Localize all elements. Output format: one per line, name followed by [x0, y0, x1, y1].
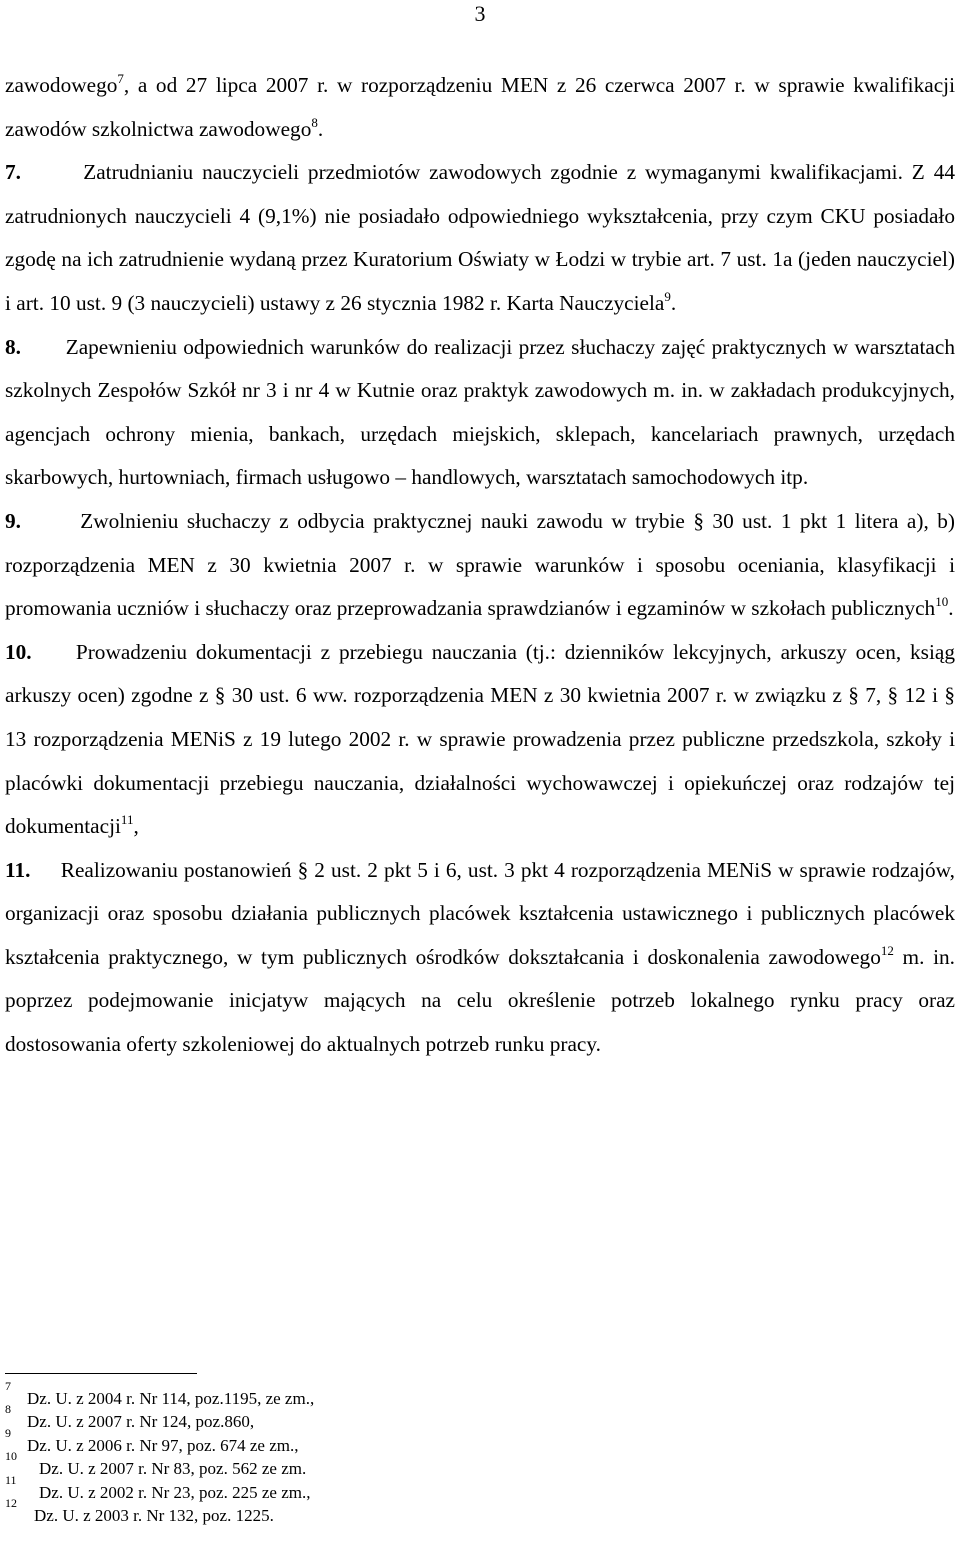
- item-number: 8.: [5, 334, 21, 359]
- item-text: Zatrudnianiu nauczycieli przedmiotów zawodowych zgodnie z wymaganymi kwalifikacjami. Z 44 zatrudnionych nauczycieli 4 (9,1%) nie posiadało odpowiedniego wykształcenia, przy czym CKU posiadało zgodę na ich zatrudnienie wydaną przez Kuratorium Oświaty w Łodzi w trybie art. 7 ust. 1a (jeden nauczyciel) i art. 10 ust. 9 (3 nauczycieli) ustawy z 26 stycznia 1982 r. Karta Nauczyciela: [5, 160, 955, 315]
- intro-text-1: zawodowego: [5, 73, 118, 97]
- footnote-ref-10[interactable]: 10: [935, 594, 949, 610]
- item-text: Realizowaniu postanowień § 2 ust. 2 pkt 5 i 6, ust. 3 pkt 4 rozporządzenia MENiS w sprawie rodzajów, organizacji oraz sposobu działania publicznych placówek kształcenia ustawicznego i publicznych placówek kształcenia praktycznego, w tym publicznych ośrodków dokształcania i doskonalenia zawodowego: [5, 857, 956, 969]
- footnote-number: 11: [5, 1472, 17, 1487]
- footnote-9: [5, 1425, 705, 1455]
- footnote-7: [5, 1379, 705, 1408]
- footnote-text: Dz. U. z 2006 r. Nr 97, poz. 674 ze zm.,: [27, 1435, 299, 1455]
- item-end: .: [948, 596, 954, 621]
- footnote-ref-8[interactable]: 8: [311, 114, 318, 130]
- footnote-number: 9: [5, 1425, 11, 1440]
- item-text: Zwolnieniu słuchaczy z odbycia praktycznej nauki zawodu w trybie § 30 ust. 1 pkt 1 litera a), b) rozporządzenia MEN z 30 kwietnia 2007 r. w sprawie warunków i sposobu oceniania, klasyfikacji i promowania uczniów i słuchaczy oraz przeprowadzania sprawdzianów i egzaminów w szkołach publicznych: [5, 508, 955, 621]
- list-item-7: [5, 151, 955, 325]
- item-number: 7.: [5, 160, 21, 185]
- page-number: 3: [474, 1, 486, 26]
- intro-text-2: , a od 27 lipca 2007 r. w rozporządzeniu MEN z 26 czerwca 2007 r. w sprawie kwalifikacji zawodów szkolnictwa zawodowego: [5, 73, 955, 141]
- footnote-text: Dz. U. z 2002 r. Nr 23, poz. 225 ze zm.,: [39, 1482, 311, 1502]
- item-end: m. in. poprzez podejmowanie inicjatyw mających na celu określenie potrzeb lokalnego rynku pracy oraz dostosowania oferty szkoleniowej do aktualnych potrzeb runku pracy.: [5, 944, 955, 1057]
- item-end: ,: [133, 814, 139, 839]
- footnotes: [5, 1379, 705, 1525]
- footnote-ref-7[interactable]: 7: [117, 71, 124, 86]
- list-item-10: [5, 631, 955, 849]
- footnote-ref-12[interactable]: 12: [880, 942, 894, 958]
- item-number: 10.: [5, 639, 32, 664]
- document-body: [5, 64, 955, 1067]
- footnote-text: Dz. U. z 2007 r. Nr 124, poz.860,: [27, 1412, 255, 1432]
- list-item-11: [5, 849, 955, 1067]
- item-text: Zapewnieniu odpowiednich warunków do realizacji przez słuchaczy zajęć praktycznych w warsztatach szkolnych Zespołów Szkół nr 3 i nr 4 w Kutnie oraz praktyk zawodowych m. in. w zakładach produkcyjnych, agencjach ochrony mienia, bankach, urzędach miejskich, sklepach, kancelariach prawnych, urzędach skarbowych, hurtowniach, firmach usługowo – handlowych, warsztatach samochodowych itp.: [5, 334, 955, 490]
- item-text: Prowadzeniu dokumentacji z przebiegu nauczania (tj.: dzienników lekcyjnych, arkuszy ocen, ksiąg arkuszy ocen) zgodne z § 30 ust. 6 ww. rozporządzenia MEN z 30 kwietnia 2007 r. w związku z § 7, § 12 i § 13 rozporządzenia MENiS z 19 lutego 2002 r. w sprawie prowadzenia przez publiczne przedszkola, szkoły i placówki dokumentacji przebiegu nauczania, działalności wychowawczej i opiekuńczej oraz rodzajów tej dokumentacji: [5, 639, 955, 839]
- footnote-ref-9[interactable]: 9: [664, 288, 671, 304]
- list-item-9: [5, 500, 955, 631]
- list-item-8: [5, 326, 955, 500]
- item-end: .: [670, 290, 677, 315]
- footnote-11: [5, 1472, 705, 1502]
- item-number: 9.: [5, 508, 21, 533]
- footnote-text: Dz. U. z 2004 r. Nr 114, poz.1195, ze zm.,: [27, 1389, 315, 1408]
- intro-text-3: .: [317, 116, 324, 141]
- footnote-text: Dz. U. z 2003 r. Nr 132, poz. 1225.: [34, 1505, 274, 1525]
- footnote-text: Dz. U. z 2007 r. Nr 83, poz. 562 ze zm.: [39, 1459, 307, 1479]
- footnote-ref-11[interactable]: 11: [120, 812, 134, 828]
- footnote-12: [5, 1495, 705, 1525]
- footnote-number: 12: [5, 1495, 17, 1510]
- footnote-number: 10: [5, 1449, 17, 1464]
- footnote-10: [5, 1449, 705, 1479]
- paragraph-intro: [5, 64, 955, 151]
- item-number: 11.: [5, 857, 31, 882]
- footnote-8: [5, 1402, 705, 1432]
- footnote-separator: [5, 1373, 197, 1374]
- footnote-number: 7: [5, 1379, 11, 1393]
- footnote-number: 8: [5, 1402, 11, 1417]
